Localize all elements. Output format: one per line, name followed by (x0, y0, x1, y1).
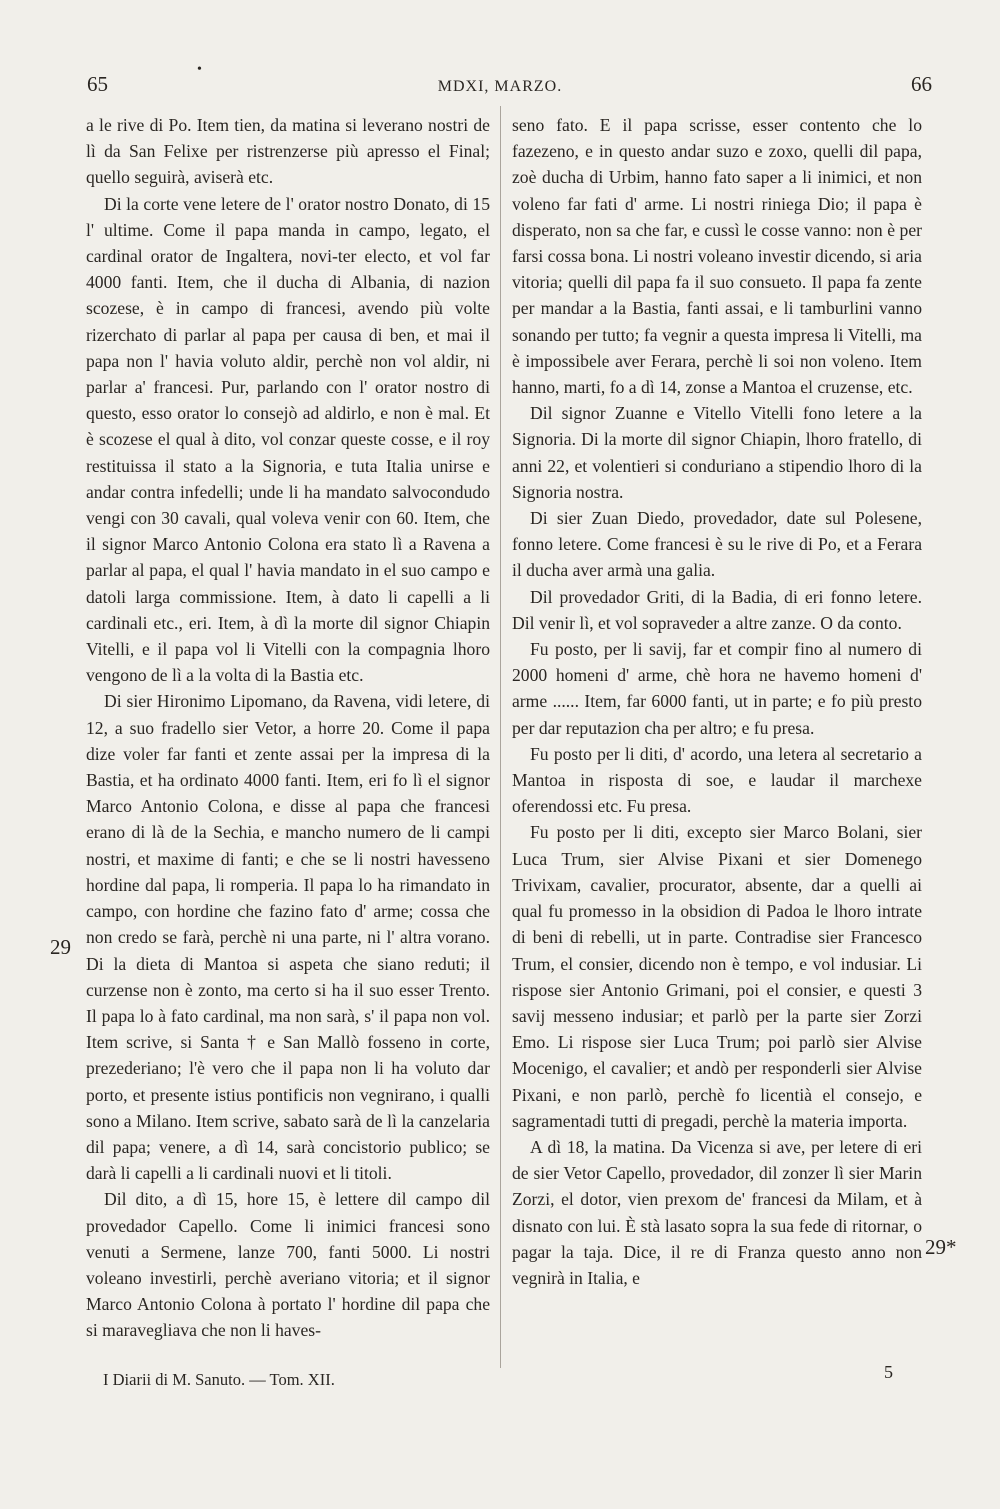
ornament-dot: • (197, 62, 202, 77)
paragraph: Di la corte vene letere de l' orator nostro Donato, di 15 l' ultime. Come il papa manda in campo, legato, el cardinal orator de Ingaltera, novi-ter electo, et vol far 4000 fanti. Item, che il ducha di Albania, di nazion scozese, è in campo di francesi, avendo più volte rizerchato di parlar al papa per causa di ben, et mai il papa non l' havia voluto aldir, perchè non vol aldir, ni parlar a' francesi. Pur, parlando con l' orator nostro di questo, esso orator lo consejò ad aldirlo, e non è mal. Et è scozese el qual à dito, vol conzar queste cosse, e il roy restituissa il stato a la Signoria, e tuta Italia unirse e andar contra infedelli; unde li ha mandato salvocondudo vengi con 30 cavali, qual voleva venir con 60. Item, che il signor Marco Antonio Colona era stato lì a Ravena a parlar al papa, el qual l' havia mandato in el suo campo e datoli larga commissione. Item, à dato li capelli a li cardinali etc., eri. Item, à dì la morte dil signor Chiapin Vitelli, e il papa vol li Vitelli con la compagnia lhoro vengono de lì a la volta di la Bastia etc. (86, 193, 490, 686)
paragraph: A dì 18, la matina. Da Vicenza si ave, per letere di eri de sier Vetor Capello, provedador, dil zonzer lì sier Marin Zorzi, el dotor, vien prexom de' francesi da Milam, et à disnato con lui. È stà lasato sopra la sua fede di ritornar, o pagar la taja. Dice, il re di Franza questo anno non vegnirà in Italia, e (512, 1136, 922, 1288)
paragraph: Dil dito, a dì 15, hore 15, è lettere dil campo dil provedador Capello. Come li inimici francesi sono venuti a Sermene, lanze 700, fanti 5000. Li nostri voleano investirli, perchè averiano vitoria; et il signor Marco Antonio Colona à portato l' hordine dil papa che si maravegliava che non li haves- (86, 1189, 490, 1341)
page-number-right: 66 (911, 72, 932, 96)
paragraph: a le rive di Po. Item tien, da matina si leverano nostri de lì da San Felixe per ristrenzerse più apresso el Final; quello seguirà, aviserà etc. (86, 115, 490, 188)
signature-mark: 5 (884, 1362, 893, 1382)
footer-title: I Diarii di M. Sanuto. — Tom. XII. (103, 1370, 335, 1389)
paragraph: Di sier Hironimo Lipomano, da Ravena, vidi letere, di 12, a suo fradello sier Vetor, a horre 20. Come il papa dize voler far fanti et zente assai per la impresa di la Bastia, et ha ordinato 4000 fanti. Item, eri fo lì el signor Marco Antonio Colona, e disse al papa che francesi erano di là de la Sechia, e mancho numero de li campi nostri, et maxime di fanti; e che se li nostri havesseno hordine dal papa, li romperia. Il papa lo ha rimandato in campo, con hordine che fazino fato d' arme; cossa che non credo se farà, perchè ni una parte, ni l' altra vorano. Di la dieta di Mantoa si aspeta che siano reduti; il curzense non è zonto, ma certo si ha il suo esser Trento. Il papa lo à fato cardinal, ma non sarà, s' il papa non vol. Item scrive, si Santa † e San Mallò fosseno in corte, prezederiano; l'è vero che il papa non li ha voluto dar porto, et presente istius pontificis non vegnirano, i qualli sono a Milano. Item scrive, sabato sarà de lì la canzelaria dil papa; venere, a dì 14, sarà concistorio publico; se darà li capelli a li cardinali nuovi et li titoli. (86, 691, 490, 1184)
paragraph: seno fato. E il papa scrisse, esser contento che lo fazezeno, e in questo andar suzo e zoxo, quelli dil papa, zoè ducha di Urbim, hanno fato saper a li inimici, et non voleno far fati d' arme. Li nostri riniega Dio; il papa è disperato, non sa che far, e cussì le cosse vanno: non è per farsi cossa bona. Li nostri voleano investir dicendo, si aria vitoria; quelli dil papa fa il suo consueto. Il papa fa zente per mandar a la Bastia, fanti assai, e li tamburlini vanno sonando per tutto; fa vegnir a questa impresa li Vitelli, ma è impossibele aver Ferara, perchè li soi non voleno. Item hanno, marti, fo a dì 14, zonse a Mantoa el cruzense, etc. (512, 115, 922, 398)
paragraph: Dil signor Zuanne e Vitello Vitelli fono letere a la Signoria. Di la morte dil signor Chiapin, lhoro fratello, di anni 22, et volentieri si conduriano a stipendio lhoro di la Signoria nostra. (512, 403, 922, 502)
right-column (512, 112, 922, 1291)
paragraph: Dil provedador Griti, di la Badia, di eri fonno letere. Dil venir lì, et vol sopraveder a altre zanze. O da conto. (512, 586, 922, 633)
left-column (86, 112, 490, 1344)
margin-folio-left: 29 (50, 935, 71, 959)
paragraph: Fu posto per li diti, d' acordo, una letera al secretario a Mantoa in risposta di soe, e laudar il marchexe oferendossi etc. Fu presa. (512, 743, 922, 817)
column-divider (500, 106, 501, 1368)
paragraph: Fu posto, per li savij, far et compir fino al numero di 2000 homeni d' arme, chè hora ne havemo homeni d' arme ...... Item, far 6000 fanti, ut in parte; e fo più presto per dar reputazion cha per altro; e fu presa. (512, 639, 922, 738)
running-header: MDXI, MARZO. (437, 78, 563, 95)
margin-folio-right: 29* (925, 1235, 957, 1259)
page-number-left: 65 (87, 72, 108, 96)
paragraph: Di sier Zuan Diedo, provedador, date sul Polesene, fonno letere. Come francesi è su le rive di Po, et a Ferara il ducha aver armà una galia. (512, 508, 922, 581)
paragraph: Fu posto per li diti, excepto sier Marco Bolani, sier Luca Trum, sier Alvise Pixani et sier Domenego Trivixam, cavalier, procurator, absente, dar a quelli ai qual fu promesso in la obsidion di Padoa le lhoro intrate di beni di rebelli, ut in parte. Contradise sier Francesco Trum, el consier, dicendo non è tempo, e vol indusiar. Li rispose sier Antonio Grimani, poi el consier, e questi 3 savij messeno indusiar; et parlò per la parte sier Zorzi Emo. Li rispose sier Luca Trum; poi parlò sier Alvise Mocenigo, el cavalier; et andò per responderli sier Alvise Pixani, e non parlò, perchè fo licentià el consejo, e sagramentadi tutti di pregadi, perchè la materia importa. (512, 822, 922, 1131)
